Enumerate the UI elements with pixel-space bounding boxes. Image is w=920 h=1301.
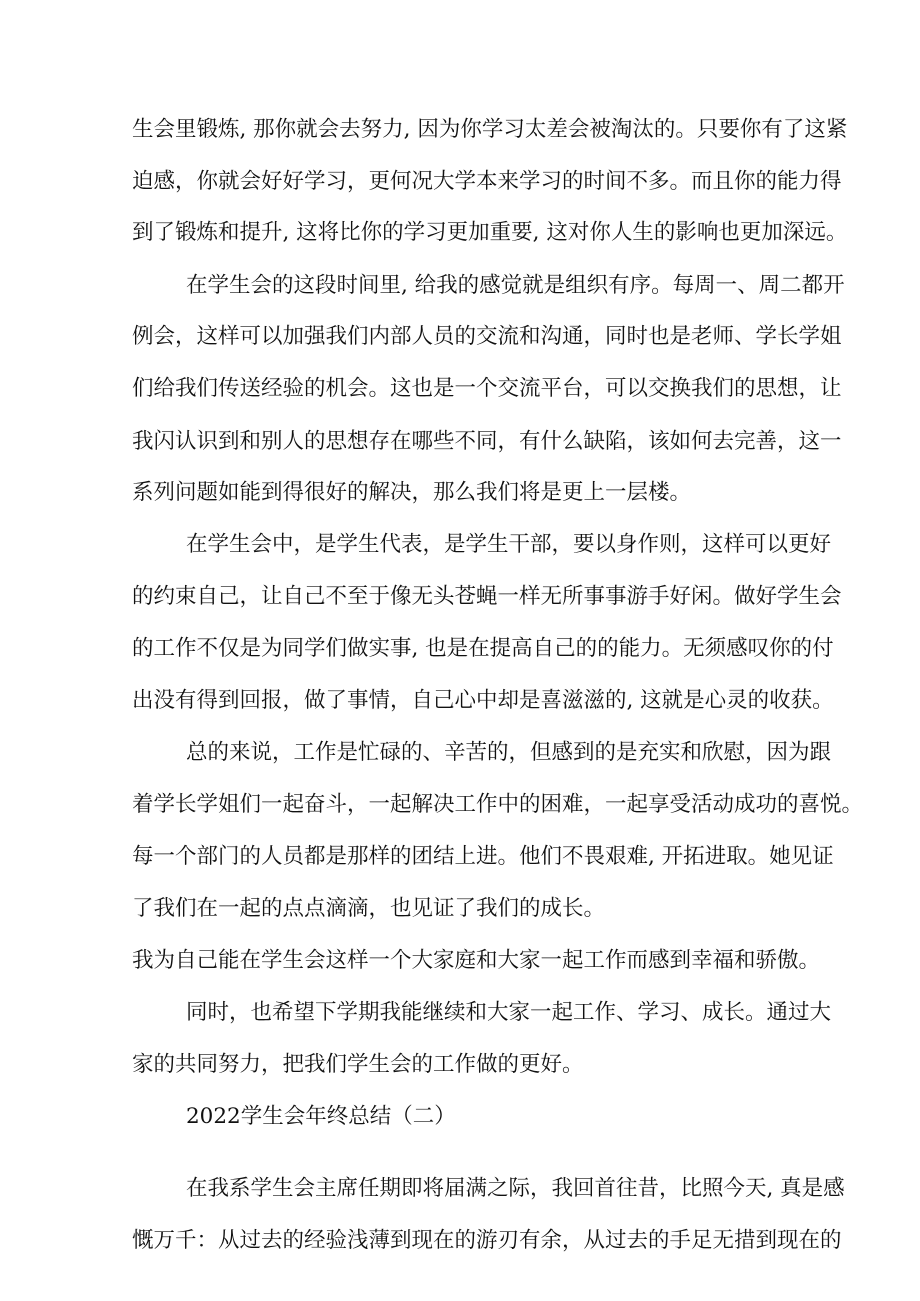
body-text-line: 在学生会的这段时间里, 给我的感觉就是组织有序。每周一、周二都开 [186, 273, 845, 298]
section-heading: 2022学生会年终总结（二） [186, 1104, 456, 1129]
body-text-line: 我为自己能在学生会这样一个大家庭和大家一起工作而感到幸福和骄傲。 [132, 948, 821, 973]
body-text-line: 了我们在一起的点点滴滴，也见证了我们的成长。 [132, 896, 606, 921]
body-text-line: 着学长学姐们一起奋斗，一起解决工作中的困难，一起享受活动成功的喜悦。 [132, 792, 864, 817]
body-text-line: 的工作不仅是为同学们做实事, 也是在提高自己的的能力。无须感叹你的付 [132, 636, 834, 661]
body-text-line: 到了锻炼和提升, 这将比你的学习更加重要, 这对你人生的影响也更加深远。 [132, 220, 848, 245]
body-text-line: 出没有得到回报，做了事情，自己心中却是喜滋滋的, 这就是心灵的收获。 [132, 688, 834, 713]
body-text-line: 的约束自己，让自己不至于像无头苍蝇一样无所事事游手好闲。做好学生会 [132, 584, 842, 609]
body-text-line: 慨万千：从过去的经验浅薄到现在的游刃有余，从过去的手足无措到现在的 [132, 1228, 842, 1253]
body-text-line: 例会，这样可以加强我们内部人员的交流和沟通，同时也是老师、学长学姐 [132, 324, 842, 349]
body-text-line: 同时，也希望下学期我能继续和大家一起工作、学习、成长。通过大 [186, 1000, 832, 1025]
body-text-line: 在我系学生会主席任期即将届满之际，我回首往昔，比照今天, 真是感 [186, 1176, 845, 1201]
body-text-line: 系列问题如能到得很好的解决，那么我们将是更上一层楼。 [132, 480, 692, 505]
body-text-line: 总的来说，工作是忙碌的、辛苦的，但感到的是充实和欣慰，因为跟 [186, 740, 832, 765]
body-text-line: 我闪认识到和别人的思想存在哪些不同，有什么缺陷，该如何去完善，这一 [132, 429, 842, 454]
body-text-line: 家的共同努力，把我们学生会的工作做的更好。 [132, 1052, 584, 1077]
body-text-line: 生会里锻炼, 那你就会去努力, 因为你学习太差会被淘汰的。只要你有了这紧 [132, 117, 848, 142]
body-text-line: 每一个部门的人员都是那样的团结上进。他们不畏艰难, 开拓进取。她见证 [132, 844, 834, 869]
body-text-line: 迫感，你就会好好学习，更何况大学本来学习的时间不多。而且你的能力得 [132, 169, 842, 194]
body-text-line: 们给我们传送经验的机会。这也是一个交流平台，可以交换我们的思想，让 [132, 376, 842, 401]
body-text-line: 在学生会中，是学生代表，是学生干部，要以身作则，这样可以更好 [186, 532, 832, 557]
